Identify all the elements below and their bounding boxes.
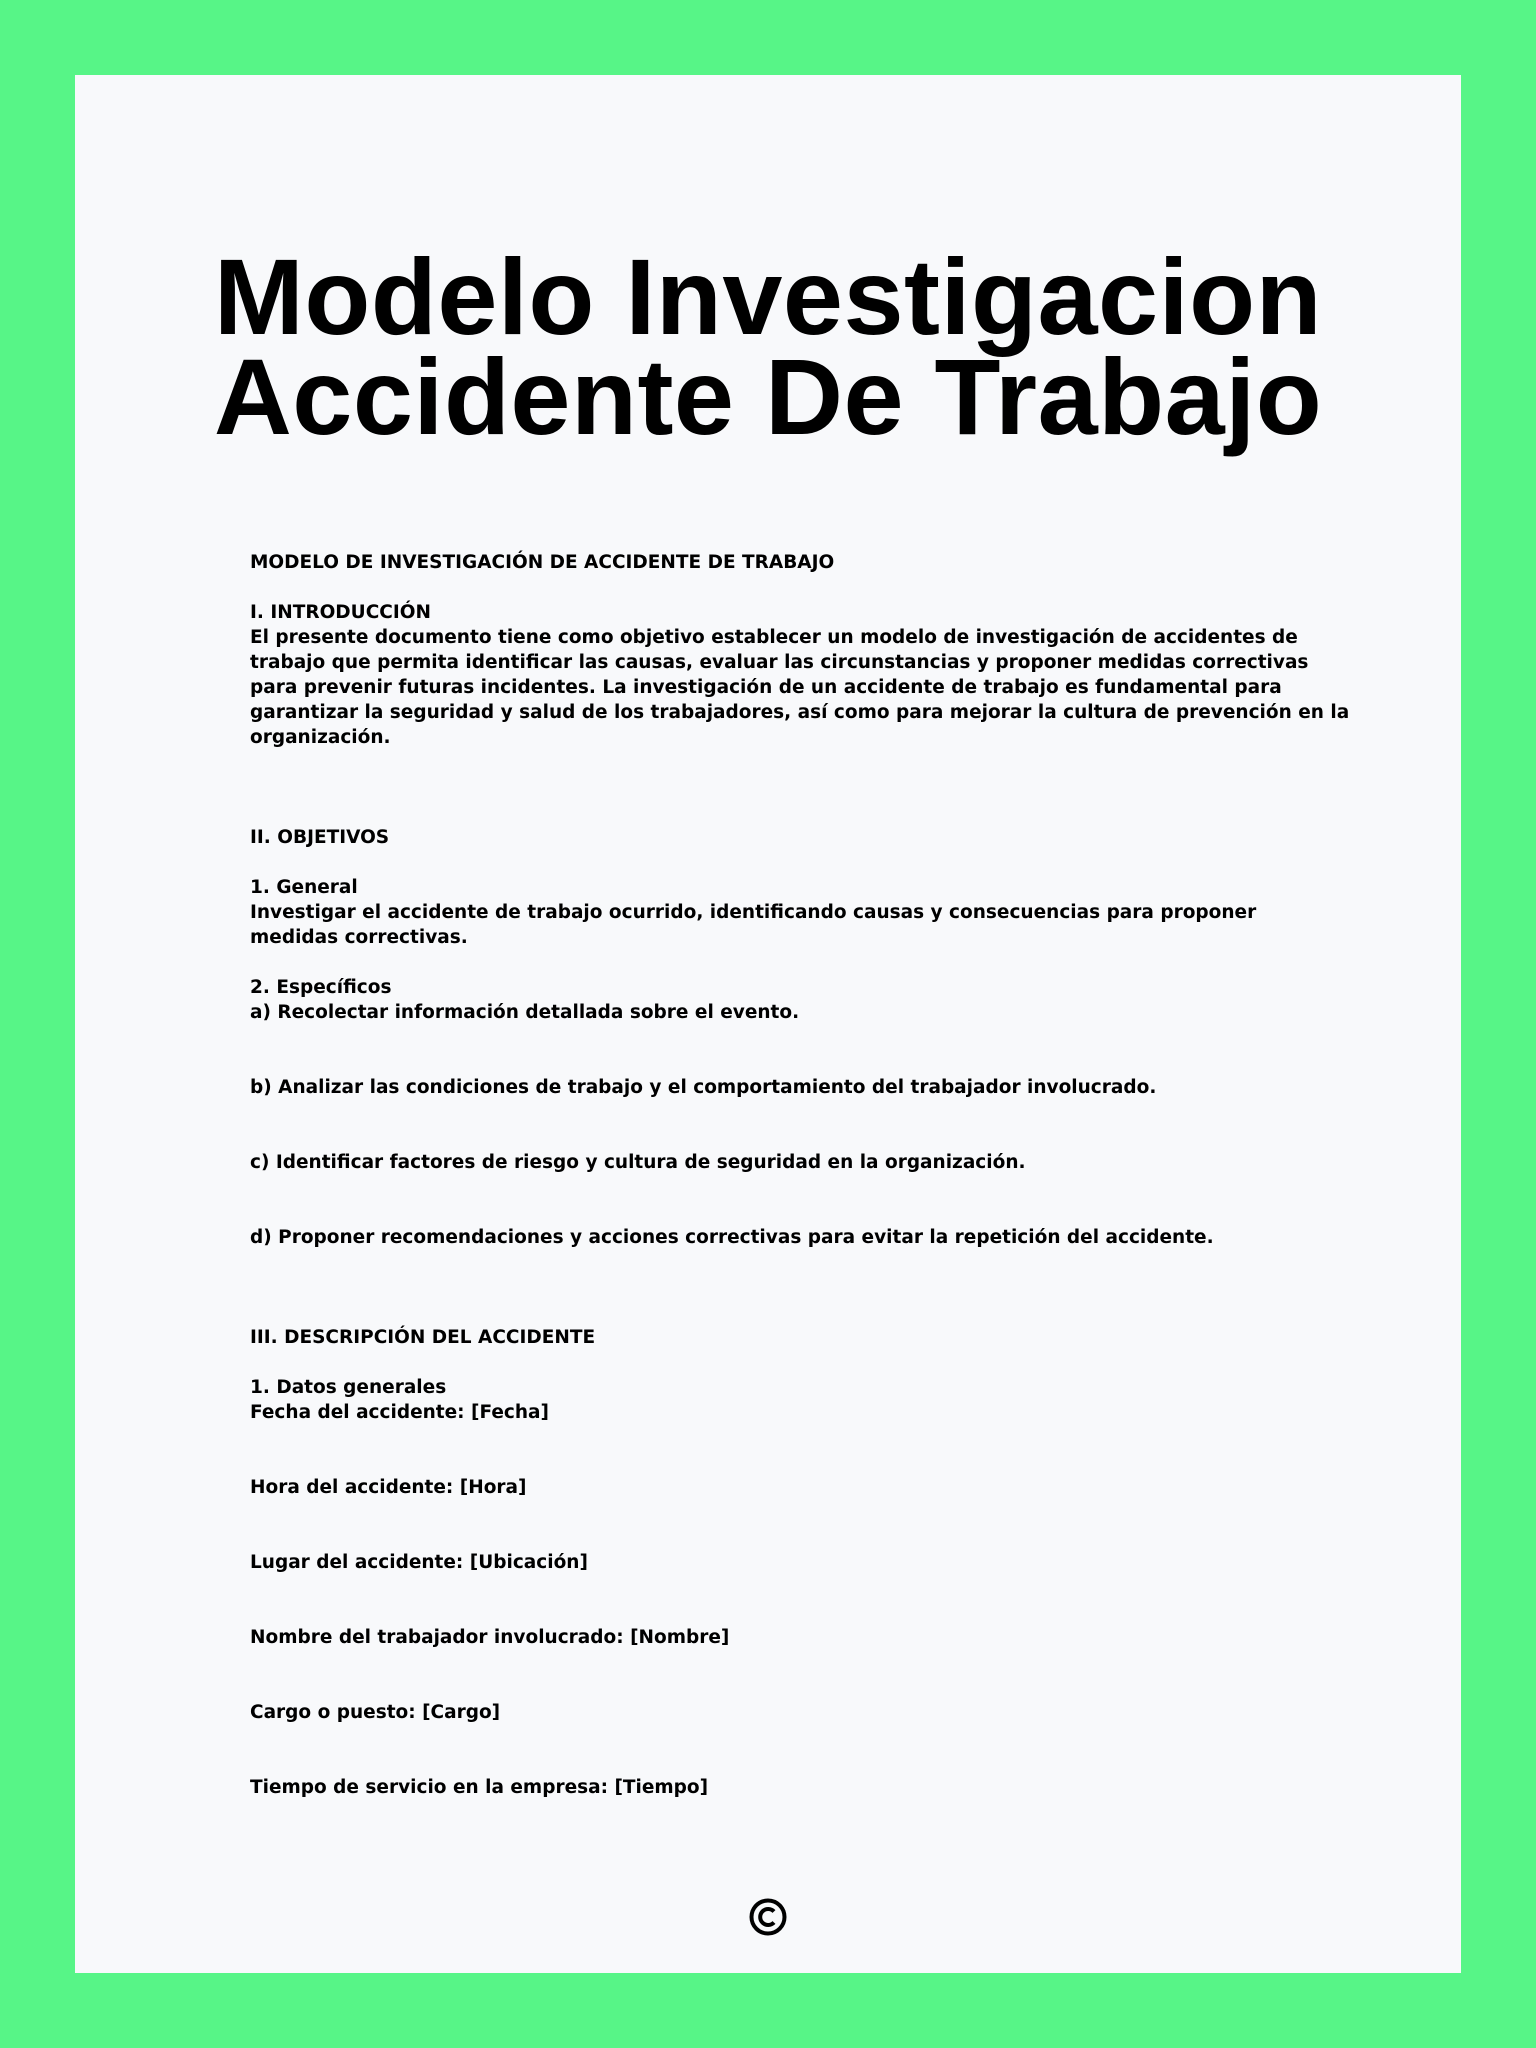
data-field: Cargo o puesto: [Cargo] [250, 1702, 501, 1723]
intro-heading: I. INTRODUCCIÓN [250, 602, 431, 623]
general-paragraph: Investigar el accidente de trabajo ocurrido, identificando causas y consecuencias para proponer medidas correctivas. [250, 902, 1257, 948]
data-field: Fecha del accidente: [Fecha] [250, 1402, 549, 1423]
objective-item: c) Identificar factores de riesgo y cultura de seguridad en la organización. [250, 1152, 1026, 1173]
document-page [75, 75, 1461, 1973]
objective-item: b) Analizar las condiciones de trabajo y el comportamiento del trabajador involucrado. [250, 1077, 1157, 1098]
data-field: Tiempo de servicio en la empresa: [Tiempo] [250, 1777, 709, 1798]
page-title [75, 236, 1461, 457]
datos-generales-heading: 1. Datos generales [250, 1377, 447, 1398]
general-heading: 1. General [250, 877, 358, 898]
objective-item: a) Recolectar información detallada sobre el evento. [250, 1002, 800, 1023]
especificos-heading: 2. Específicos [250, 977, 392, 998]
document-body [250, 550, 1350, 1800]
title-line-2: Accidente De Trabajo [213, 336, 1323, 457]
data-field: Nombre del trabajador involucrado: [Nombre] [250, 1627, 730, 1648]
data-field: Lugar del accidente: [Ubicación] [250, 1552, 588, 1573]
intro-paragraph: El presente documento tiene como objetivo establecer un modelo de investigación de accidentes de trabajo que permita identificar las causas, evaluar las circunstancias y proponer medidas correctivas para prevenir futuras incidentes. La investigación de un accidente de trabajo es fundamental para garantizar la seguridad y salud de los trabajadores, así como para mejorar la cultura de prevención en la organización. [250, 627, 1350, 748]
data-field: Hora del accidente: [Hora] [250, 1477, 527, 1498]
objetivos-heading: II. OBJETIVOS [250, 827, 390, 848]
objective-item: d) Proponer recomendaciones y acciones correctivas para evitar la repetición del accidente. [250, 1227, 1214, 1248]
descripcion-heading: III. DESCRIPCIÓN DEL ACCIDENTE [250, 1327, 596, 1348]
document-heading: MODELO DE INVESTIGACIÓN DE ACCIDENTE DE TRABAJO [250, 552, 835, 573]
copyright-icon [75, 1897, 1461, 1942]
title-line-1: Modelo Investigacion [213, 236, 1323, 357]
